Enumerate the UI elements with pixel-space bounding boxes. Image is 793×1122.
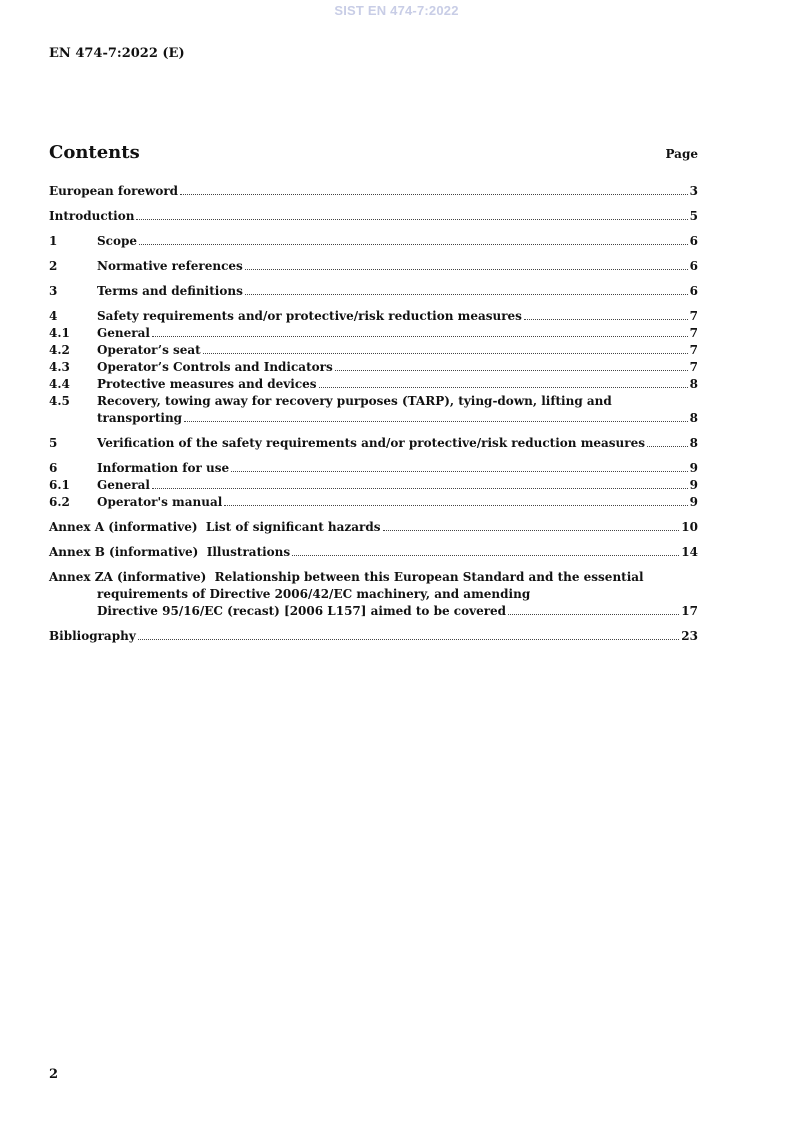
toc-page: 9 [689,495,698,509]
dot-leader [224,505,687,506]
toc-entry-2[interactable] [49,258,698,275]
toc-title: Scope [97,234,138,248]
toc-page: 17 [681,604,698,618]
toc-entry-annex-b[interactable] [49,544,698,561]
table-of-contents [49,183,698,645]
toc-title: Information for use [97,461,230,475]
toc-title: Operator’s Controls and Indicators [97,360,333,374]
toc-title: Safety requirements and/or protective/risk reduction measures [97,309,522,323]
contents-title: Contents [49,142,140,163]
toc-entry-6-2[interactable] [49,494,698,511]
toc-title: Verification of the safety requirements and/or protective/risk reduction measures [97,436,645,450]
toc-title: Operator’s seat [97,343,201,357]
dot-leader [203,353,688,354]
toc-page: 5 [689,209,698,223]
toc-entry-bibliography[interactable] [49,628,698,645]
toc-page: 8 [689,377,698,391]
toc-page: 14 [681,545,698,559]
toc-page: 7 [689,326,698,340]
toc-entry-annex-a[interactable] [49,519,698,536]
toc-title-continued: requirements of Directive 2006/42/EC machinery, and amending [97,587,531,601]
toc-entry-european-foreword[interactable] [49,183,698,200]
toc-page: 3 [689,184,698,198]
dot-leader [647,446,688,447]
dot-leader [152,336,688,337]
dot-leader [508,614,679,615]
toc-title: European foreword [49,184,179,198]
toc-title-continued: transporting [97,411,183,425]
toc-entry-1[interactable] [49,233,698,250]
dot-leader [136,219,687,220]
watermark: SIST EN 474-7:2022 [334,3,459,18]
toc-number: 4 [49,309,58,323]
toc-page: 9 [689,461,698,475]
dot-leader [231,471,688,472]
toc-number: 4.4 [49,377,70,391]
toc-title: Annex A (informative) List of significant hazards [49,520,381,534]
toc-title: Annex B (informative) Illustrations [49,545,291,559]
dot-leader [138,639,680,640]
dot-leader [245,269,688,270]
toc-number: 4.2 [49,343,70,357]
toc-title-continued: Directive 95/16/EC (recast) [2006 L157] aimed to be covered [97,604,507,618]
toc-number: 6.1 [49,478,70,492]
toc-number: 6.2 [49,495,70,509]
toc-page: 7 [689,343,698,357]
toc-entry-4-4[interactable] [49,376,698,393]
toc-title: General [97,478,150,492]
toc-number: 6 [49,461,58,475]
toc-title: Annex ZA (informative) Relationship between this European Standard and the essential [49,570,644,584]
toc-page: 6 [689,259,698,273]
toc-number: 3 [49,284,58,298]
document-id: EN 474-7:2022 (E) [49,46,185,61]
toc-title: Terms and definitions [97,284,243,298]
toc-title: Normative references [97,259,243,273]
toc-entry-4-2[interactable] [49,342,698,359]
toc-title: Operator's manual [97,495,223,509]
toc-entry-4[interactable] [49,308,698,325]
toc-title: Introduction [49,209,135,223]
toc-page: 6 [689,284,698,298]
dot-leader [139,244,688,245]
toc-entry-3[interactable] [49,283,698,300]
dot-leader [292,555,679,556]
dot-leader [319,387,688,388]
page-column-label: Page [665,147,698,161]
toc-page: 23 [681,629,698,643]
toc-entry-4-3[interactable] [49,359,698,376]
toc-title: Protective measures and devices [97,377,317,391]
toc-number: 4.1 [49,326,70,340]
dot-leader [180,194,688,195]
toc-number: 1 [49,234,58,248]
toc-number: 4.3 [49,360,70,374]
dot-leader [245,294,688,295]
toc-page: 6 [689,234,698,248]
toc-page: 7 [689,309,698,323]
toc-entry-5[interactable] [49,435,698,452]
toc-page: 8 [689,436,698,450]
toc-title: Recovery, towing away for recovery purposes (TARP), tying-down, lifting and [97,394,612,408]
toc-entry-4-5[interactable] [49,393,698,427]
page-number: 2 [49,1067,59,1082]
toc-title: General [97,326,150,340]
dot-leader [524,319,688,320]
dot-leader [335,370,688,371]
toc-page: 8 [689,411,698,425]
toc-title: Bibliography [49,629,136,643]
toc-number: 5 [49,436,58,450]
toc-page: 9 [689,478,698,492]
toc-entry-annex-za[interactable] [49,569,698,620]
toc-number: 4.5 [49,394,70,408]
toc-page: 7 [689,360,698,374]
toc-page: 10 [681,520,698,534]
dot-leader [184,421,688,422]
dot-leader [383,530,680,531]
toc-entry-6-1[interactable] [49,477,698,494]
toc-number: 2 [49,259,58,273]
toc-entry-4-1[interactable] [49,325,698,342]
toc-entry-6[interactable] [49,460,698,477]
toc-entry-introduction[interactable] [49,208,698,225]
dot-leader [152,488,688,489]
